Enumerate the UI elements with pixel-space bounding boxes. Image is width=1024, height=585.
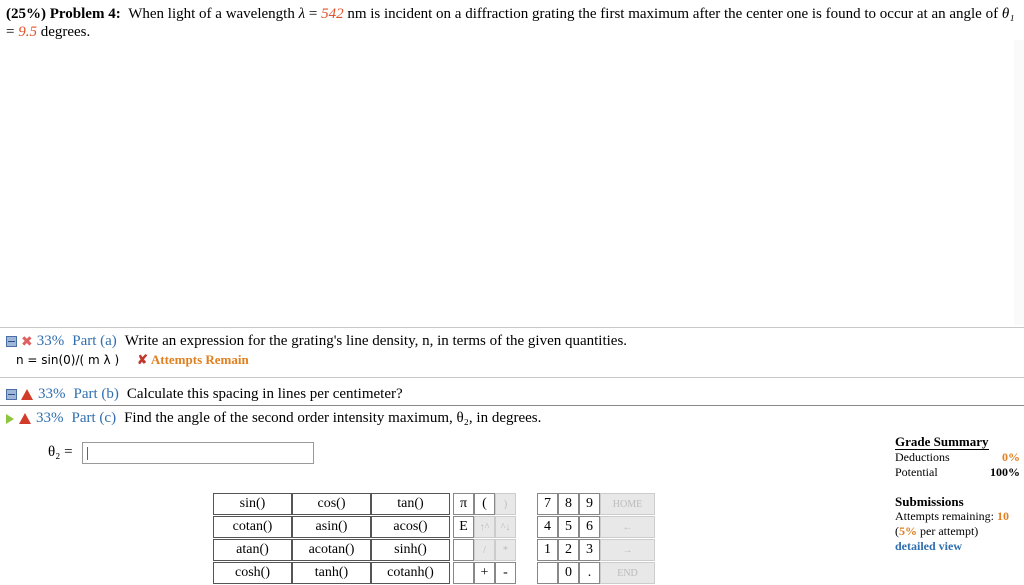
deductions-value: 0% bbox=[1002, 450, 1020, 464]
key-multiply[interactable]: * bbox=[495, 539, 516, 561]
key-open-paren[interactable]: ( bbox=[474, 493, 495, 515]
part-c-question: Find the angle of the second order intensity maximum, θ₂, in degrees. bbox=[124, 410, 542, 426]
x-icon: ✘ bbox=[136, 352, 148, 367]
attempts-row bbox=[895, 509, 1020, 524]
divider bbox=[0, 377, 1024, 378]
collapse-icon[interactable] bbox=[6, 336, 17, 347]
key-home[interactable]: HOME bbox=[600, 493, 655, 515]
key-plus[interactable]: + bbox=[474, 562, 495, 584]
collapse-icon[interactable] bbox=[6, 389, 17, 400]
spacer bbox=[516, 539, 537, 561]
key-acos[interactable]: acos() bbox=[371, 516, 450, 538]
problem-weight: (25%) bbox=[6, 6, 46, 22]
per-attempt-pct: 5% bbox=[899, 524, 917, 538]
grade-summary bbox=[895, 434, 1020, 554]
part-a-answer bbox=[16, 352, 249, 368]
problem-text-2: nm is incident on a diffraction grating the first maximum after the center one is found to occur at an angle of bbox=[347, 6, 999, 22]
key-divide[interactable]: / bbox=[474, 539, 495, 561]
key-9[interactable]: 9 bbox=[579, 493, 600, 515]
problem-statement bbox=[6, 5, 1016, 41]
key-arrow-right[interactable]: → bbox=[600, 539, 655, 561]
lambda-value: 542 bbox=[321, 6, 344, 22]
key-4[interactable]: 4 bbox=[537, 516, 558, 538]
play-icon bbox=[6, 414, 14, 424]
theta1-symbol: θ₁ bbox=[1001, 6, 1015, 22]
grade-summary-title: Grade Summary bbox=[895, 434, 989, 449]
key-sinh[interactable]: sinh() bbox=[371, 539, 450, 561]
potential-value: 100% bbox=[990, 465, 1020, 479]
key-atan[interactable]: atan() bbox=[213, 539, 292, 561]
potential-label: Potential bbox=[895, 465, 938, 479]
part-b-label: Part (b) bbox=[73, 386, 119, 402]
key-3[interactable]: 3 bbox=[579, 539, 600, 561]
part-c-row[interactable] bbox=[6, 410, 541, 427]
key-pi[interactable]: π bbox=[453, 493, 474, 515]
x-icon: ✖ bbox=[21, 333, 33, 350]
part-b-row[interactable] bbox=[6, 386, 403, 403]
divider bbox=[0, 405, 1024, 406]
warning-icon bbox=[19, 413, 31, 424]
key-decimal[interactable]: . bbox=[579, 562, 600, 584]
key-8[interactable]: 8 bbox=[558, 493, 579, 515]
key-power-down[interactable]: ^↓ bbox=[495, 516, 516, 538]
spacer bbox=[516, 562, 537, 584]
key-close-paren[interactable]: ) bbox=[495, 493, 516, 515]
part-a-percent: 33% bbox=[36, 333, 65, 349]
deductions-label: Deductions bbox=[895, 450, 950, 464]
key-6[interactable]: 6 bbox=[579, 516, 600, 538]
key-0[interactable]: 0 bbox=[558, 562, 579, 584]
key-end[interactable]: END bbox=[600, 562, 655, 584]
attempts-remain-text: Attempts Remain bbox=[150, 352, 249, 367]
text-caret bbox=[87, 447, 88, 460]
submissions-title: Submissions bbox=[895, 494, 964, 509]
key-cotan[interactable]: cotan() bbox=[213, 516, 292, 538]
answer-input[interactable] bbox=[82, 442, 314, 464]
key-cosh[interactable]: cosh() bbox=[213, 562, 292, 584]
spacer bbox=[516, 493, 537, 515]
spacer bbox=[516, 516, 537, 538]
detailed-view-link[interactable]: detailed view bbox=[895, 539, 962, 553]
key-minus[interactable]: - bbox=[495, 562, 516, 584]
key-blank bbox=[537, 562, 558, 584]
key-acotan[interactable]: acotan() bbox=[292, 539, 371, 561]
answer-label: θ₂ = bbox=[48, 444, 73, 460]
problem-text-1: When light of a wavelength bbox=[128, 6, 295, 22]
key-7[interactable]: 7 bbox=[537, 493, 558, 515]
warning-icon bbox=[21, 389, 33, 400]
per-attempt-row: (5% per attempt) bbox=[895, 524, 979, 538]
divider bbox=[0, 327, 1024, 328]
part-a-question: Write an expression for the grating's line density, n, in terms of the given quantities. bbox=[124, 333, 628, 349]
key-blank bbox=[453, 539, 474, 561]
key-power-up[interactable]: ↑^ bbox=[474, 516, 495, 538]
key-blank bbox=[453, 562, 474, 584]
attempts-remain-status bbox=[137, 352, 249, 367]
problem-number: Problem 4: bbox=[49, 6, 121, 22]
potential-row bbox=[895, 465, 1020, 480]
part-c-percent: 33% bbox=[36, 410, 64, 426]
part-b-percent: 33% bbox=[38, 386, 66, 402]
key-backspace[interactable]: ← bbox=[600, 516, 655, 538]
part-b-question: Calculate this spacing in lines per centimeter? bbox=[126, 386, 403, 402]
attempts-value: 10 bbox=[996, 509, 1009, 523]
per-attempt-text: per attempt) bbox=[920, 524, 979, 538]
equals-sign: = bbox=[308, 6, 318, 22]
key-cos[interactable]: cos() bbox=[292, 493, 371, 515]
part-a-row[interactable] bbox=[6, 333, 627, 350]
equals-sign-2: = bbox=[6, 24, 15, 40]
part-c-label: Part (c) bbox=[71, 410, 117, 426]
attempts-label: Attempts remaining: bbox=[895, 509, 994, 523]
number-pad bbox=[453, 493, 655, 585]
key-5[interactable]: 5 bbox=[558, 516, 579, 538]
key-asin[interactable]: asin() bbox=[292, 516, 371, 538]
key-tan[interactable]: tan() bbox=[371, 493, 450, 515]
lambda-symbol: λ bbox=[298, 6, 306, 22]
problem-text-3: degrees. bbox=[40, 24, 91, 40]
part-a-label: Part (a) bbox=[72, 333, 117, 349]
key-cotanh[interactable]: cotanh() bbox=[371, 562, 450, 584]
theta1-value: 9.5 bbox=[18, 24, 37, 40]
function-keys bbox=[213, 493, 450, 585]
part-a-expression: n = sin(0)/( m λ ) bbox=[16, 353, 120, 367]
key-1[interactable]: 1 bbox=[537, 539, 558, 561]
key-2[interactable]: 2 bbox=[558, 539, 579, 561]
key-sin[interactable]: sin() bbox=[213, 493, 292, 515]
deductions-row bbox=[895, 450, 1020, 465]
key-tanh[interactable]: tanh() bbox=[292, 562, 371, 584]
key-e[interactable]: E bbox=[453, 516, 474, 538]
scroll-track bbox=[1014, 40, 1024, 325]
